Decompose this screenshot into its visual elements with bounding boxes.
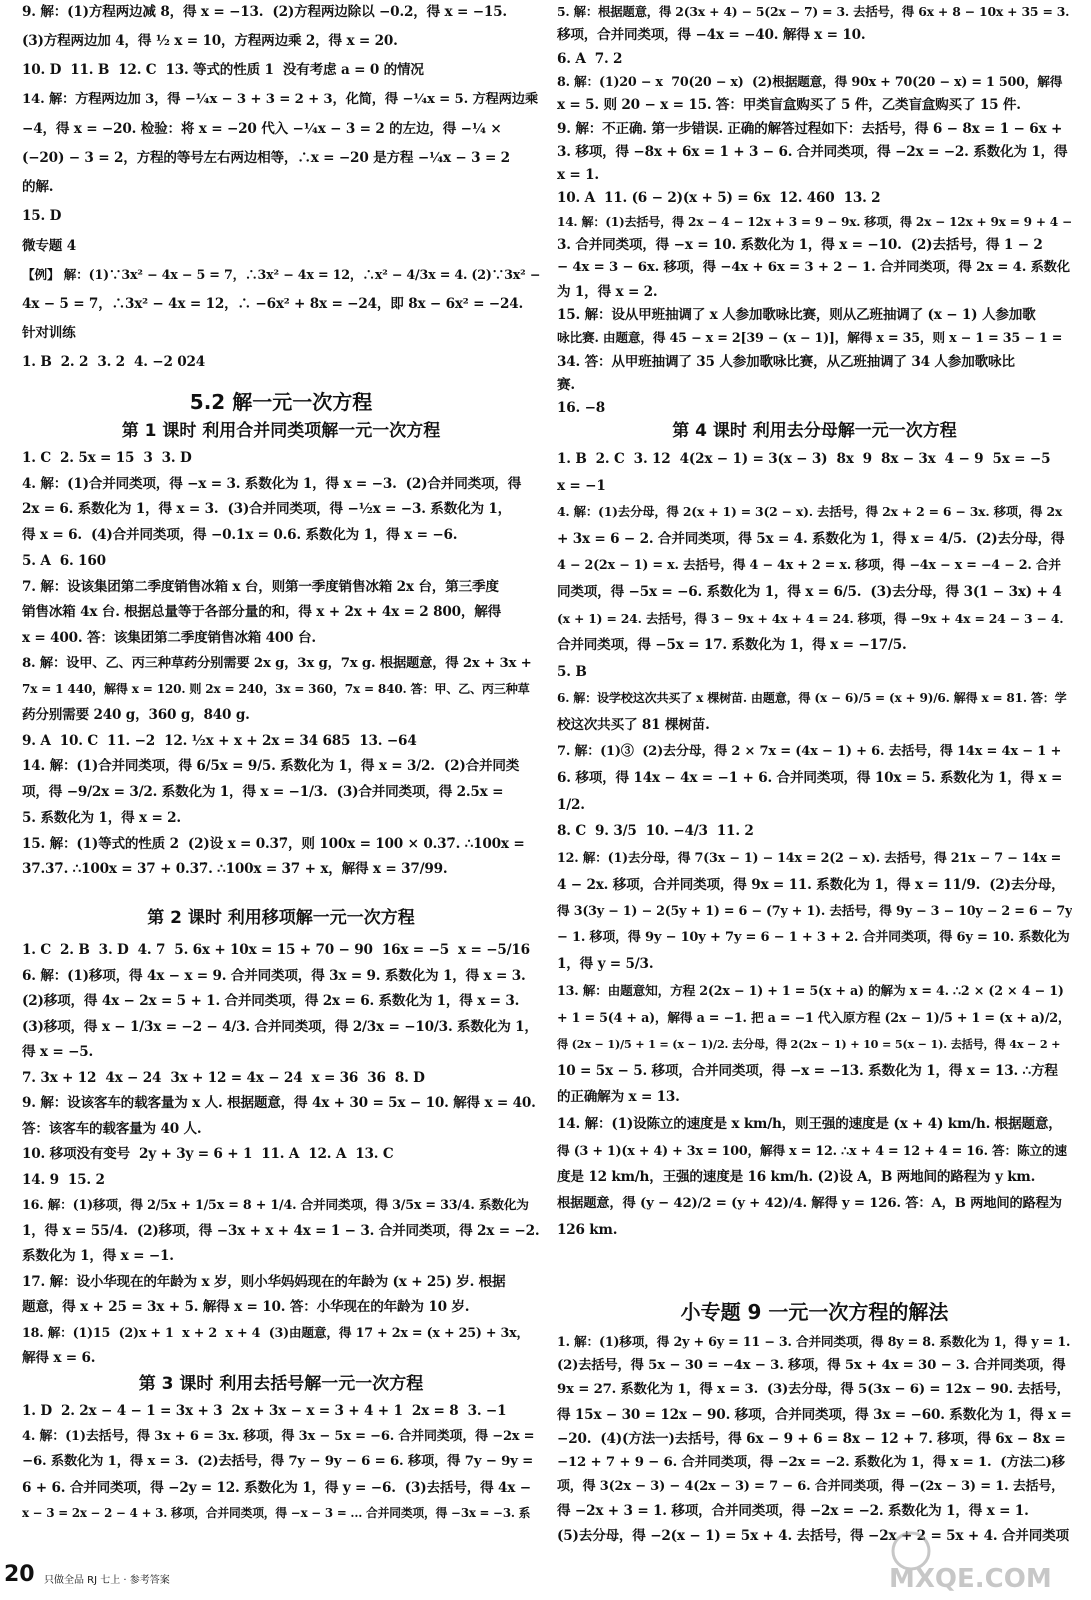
answer-line: 12. 解：(1)去分母，得 7(3x − 1) − 14x = 2(2 − x). 去括号，得 21x − 7 − 14x = — [557, 850, 1062, 865]
answer-line: − 4x = 3 − 6x. 移项，得 −4x + 6x = 3 + 2 − 1. 合并同类项，得 2x = 4. 系数化 — [557, 260, 1070, 276]
answer-line: 微专题 4 — [22, 237, 76, 254]
answer-line: 度是 12 km/h，王强的速度是 16 km/h. (2)设 A，B 两地间的路程为 y km. — [557, 1169, 1036, 1186]
answer-line: 126 km. — [557, 1222, 618, 1239]
answer-line: 5. B — [557, 663, 587, 680]
answer-line: 1，得 y = 5/3. — [557, 956, 654, 973]
answer-line: (3)方程两边加 4，得 ½ x = 10，方程两边乘 2，得 x = 20. — [22, 33, 398, 50]
answer-line: 9x = 27. 系数化为 1，得 x = 3. (3)去分母，得 5(3x − 6) = 12x − 90. 去括号， — [557, 1382, 1070, 1398]
answer-line: 5. 系数化为 1，得 x = 2. — [22, 809, 181, 826]
answer-line: 1. D 2. 2x − 4 − 1 = 3x + 3 2x + 3x − x = 3 + 4 + 1 2x = 8 3. −1 — [22, 1403, 507, 1419]
answer-line: 9. 解：设该客车的载客量为 x 人. 根据题意，得 4x + 30 = 5x − 10. 解得 x = 40. — [22, 1095, 536, 1111]
answer-line: 销售冰箱 4x 台. 根据总量等于各部分量的和，得 x + 2x + 4x = 2 800，解得 — [22, 604, 502, 621]
answer-line: 项，得 3(2x − 3) − 4(2x − 3) = 7 − 6. 合并同类项，得 −(2x − 3) = 1. 去括号， — [557, 1479, 1064, 1495]
section-title: 5.2 解一元一次方程 — [189, 390, 373, 414]
answer-line: 13. 解：由题意知，方程 2(2x − 1) + 1 = 5(x + a) 的解为 x = 4. ∴2 × (2 × 4 − 1) — [557, 983, 1064, 998]
answer-line: 10. D 11. B 12. C 13. 等式的性质 1 没有考虑 a = 0 的情况 — [22, 62, 424, 79]
answer-line: 得 x = 6. (4)合并同类项，得 −0.1x = 0.6. 系数化为 1，得 x = −6. — [22, 527, 458, 544]
answer-line: 3. 移项，得 −8x + 6x = 1 + 3 − 6. 合并同类项，得 −2x = −2. 系数化为 1，得 — [557, 143, 1068, 160]
answer-line: 3. 合并同类项，得 −x = 10. 系数化为 1，得 x = −10. (2)去括号，得 1 − 2 — [557, 237, 1043, 253]
answer-line: 2x = 6. 系数化为 1，得 x = 3. (3)合并同类项，得 −½x = −3. 系数化为 1， — [22, 501, 512, 518]
answer-line: + 1 = 5(4 + a)，解得 a = −1. 把 a = −1 代入原方程 (2x − 1)/5 + 1 = (x + a)/2， — [557, 1009, 1071, 1025]
answer-line: 系数化为 1，得 x = −1. — [22, 1248, 174, 1264]
answer-line: (2)移项，得 4x − 2x = 5 + 1. 合并同类项，得 2x = 6. 系数化为 1，得 x = 3. — [22, 993, 520, 1009]
answer-line: 1. 解：(1)移项，得 2y + 6y = 11 − 3. 合并同类项，得 8y = 8. 系数化为 1，得 y = 1. — [557, 1334, 1071, 1349]
answer-line: 14. 9 15. 2 — [22, 1171, 105, 1188]
answer-line: 1. C 2. 5x = 15 3 3. D — [22, 450, 192, 466]
answer-line: 1/2. — [557, 796, 585, 813]
answer-line: 6 + 6. 合并同类项，得 −2y = 12. 系数化为 1，得 y = −6. (3)去括号，得 4x − — [22, 1479, 531, 1496]
answer-line: x = 1. — [557, 167, 599, 184]
answer-line: 14. 解：(1)设陈立的速度是 x km/h，则王强的速度是 (x + 4) km/h. 根据题意， — [557, 1116, 1062, 1132]
answer-line: −12 + 7 + 9 − 6. 合并同类项，得 −2x = −2. 系数化为 1，得 x = 1. (方法二)移 — [557, 1455, 1065, 1470]
answer-line: 6. 移项，得 14x − 4x = −1 + 6. 合并同类项，得 10x = 5. 系数化为 1，得 x = — [557, 770, 1063, 787]
answer-line: (2)去括号，得 5x − 30 = −4x − 3. 移项，得 5x + 4x = 30 − 3. 合并同类项，得 — [557, 1358, 1066, 1374]
answer-line: 1. B 2. C 3. 12 4(2x − 1) = 3(x − 3) 8x 9 8x − 3x 4 − 9 5x = −5 — [557, 451, 1051, 467]
answer-line: 7. 3x + 12 4x − 24 3x + 12 = 4x − 24 x = 36 36 8. D — [22, 1069, 425, 1086]
answer-line: 同类项，得 −5x = −6. 系数化为 1，得 x = 6/5. (3)去分母，得 3(1 − 3x) + 4 — [557, 584, 1062, 600]
answer-line: (3)移项，得 x − 1/3x = −2 − 4/3. 合并同类项，得 2/3x = −10/3. 系数化为 1， — [22, 1018, 538, 1035]
answer-line: 15. 解：(1)等式的性质 2 (2)设 x = 0.37̇，则 100x = 100 × 0.37̇. ∴100x = — [22, 835, 525, 852]
answer-line: 6. 解：(1)移项，得 4x − x = 9. 合并同类项，得 3x = 9. 系数化为 1，得 x = 3. — [22, 967, 526, 984]
lesson-title: 第 1 课时 利用合并同类项解一元一次方程 — [121, 421, 441, 441]
answer-line: 咏比赛. 由题意，得 45 − x = 2[39 − (x − 1)]，解得 x = 35，则 x − 1 = 35 − 1 = — [557, 330, 1063, 346]
answer-line: −20. (4)(方法一)去括号，得 6x − 9 + 6 = 8x − 12 + 7. 移项，得 6x − 8x = — [557, 1430, 1066, 1447]
answer-line: 10 = 5x − 5. 移项，合并同类项，得 −x = −13. 系数化为 1，得 x = 13. ∴方程 — [557, 1062, 1058, 1079]
answer-line: x = 400. 答：该集团第二季度销售冰箱 400 台. — [22, 629, 316, 646]
answer-line: 题意，得 x + 25 = 3x + 5. 解得 x = 10. 答：小华现在的年龄为 10 岁. — [22, 1299, 470, 1315]
answer-line: 7x = 1 440，解得 x = 120. 则 2x = 240，3x = 360，7x = 840. 答：甲、乙、丙三种草 — [22, 682, 530, 697]
answer-line: 8. C 9. 3/5 10. −4/3 11. 2 — [557, 823, 754, 840]
answer-line: 8. 解：(1)20 − x 70(20 − x) (2)根据题意，得 90x + 70(20 − x) = 1 500，解得 — [557, 73, 1063, 89]
answer-line: 1. B 2. 2 3. 2 4. −2 024 — [22, 354, 206, 371]
topic-title: 小专题 9 一元一次方程的解法 — [680, 1300, 949, 1324]
answer-line: 解得 x = 6. — [22, 1350, 96, 1366]
answer-line: 项，得 −9/2x = 3/2. 系数化为 1，得 x = −1/3. (3)合并同类项，得 2.5x = — [22, 784, 504, 801]
answer-line: 得 (2x − 1)/5 + 1 = (x − 1)/2. 去分母，得 2(2x − 1) + 10 = 5(x − 1). 去括号，得 4x − 2 + — [557, 1037, 1061, 1052]
right-column — [557, 0, 1072, 1600]
answer-line: 6. A 7. 2 — [557, 50, 623, 67]
answer-line: 【例】 解：(1)∵3x² − 4x − 5 = 7，∴3x² − 4x = 12，∴x² − 4/3x = 4. (2)∵3x² − — [22, 266, 540, 282]
answer-line: 10. A 11. (6 − 2)(x + 5) = 6x 12. 460 13. 2 — [557, 190, 881, 207]
answer-line: 14. 解：(1)合并同类项，得 6/5x = 9/5. 系数化为 1，得 x = 3/2. (2)合并同类 — [22, 758, 520, 775]
footer-running-text: 只做全品 RJ 七上 · 参考答案 — [44, 1575, 170, 1586]
answer-line: − 1. 移项，得 9y − 10y + 7y = 6 − 1 + 3 + 2. 合并同类项，得 6y = 10. 系数化为 — [557, 929, 1070, 945]
page-footer — [4, 1562, 704, 1592]
lesson-title: 第 3 课时 利用去括号解一元一次方程 — [138, 1374, 424, 1394]
answer-line: 14. 解：(1)去括号，得 2x − 4 − 12x + 3 = 9 − 9x. 移项，得 2x − 12x + 9x = 9 + 4 − — [557, 214, 1072, 229]
answer-line: 4x − 5 = 7，∴3x² − 4x = 12，∴ −6x² + 8x = −24，即 8x − 6x² = −24. — [22, 296, 524, 312]
answer-line: 15. D — [22, 208, 62, 225]
answer-line: 9. 解：(1)方程两边减 8，得 x = −13. (2)方程两边除以 −0.2，得 x = −15. — [22, 4, 507, 20]
answer-line: 为 1，得 x = 2. — [557, 283, 658, 300]
answer-line: 的解. — [22, 179, 54, 196]
answer-line: 针对训练 — [22, 325, 76, 342]
answer-line: 根据题意，得 (y − 42)/2 = (y + 42)/4. 解得 y = 126. 答：A，B 两地间的路程为 — [557, 1195, 1062, 1211]
answer-line: 7. 解：(1)③ (2)去分母，得 2 × 7x = (4x − 1) + 6. 去括号，得 14x = 4x − 1 + — [557, 743, 1062, 759]
answer-line: 7. 解：设该集团第二季度销售冰箱 x 台，则第一季度销售冰箱 2x 台，第三季度 — [22, 578, 499, 595]
answer-line: 4. 解：(1)合并同类项，得 −x = 3. 系数化为 1，得 x = −3. (2)合并同类项，得 — [22, 475, 522, 492]
answer-line: 校这次共买了 81 棵树苗. — [557, 717, 710, 733]
answer-line: −4，得 x = −20. 检验：将 x = −20 代入 −¼x − 3 = 2 的左边，得 −¼ × — [22, 120, 502, 137]
answer-line: (5)去分母，得 −2(x − 1) = 5x + 4. 去括号，得 −2x + 2 = 5x + 4. 合并同类项 — [557, 1527, 1069, 1544]
answer-line: 5. A 6. 160 — [22, 552, 106, 569]
answer-line: 1. C 2. B 3. D 4. 7 5. 6x + 10x = 15 + 70 − 90 16x = −5 x = −5/16 — [22, 942, 530, 958]
answer-line: 34. 答：从甲班抽调了 35 人参加歌咏比赛，从乙班抽调了 34 人参加歌咏比 — [557, 353, 1015, 370]
answer-line: (−20) − 3 = 2，方程的等号左右两边相等，∴x = −20 是方程 −¼x − 3 = 2 — [22, 150, 510, 166]
left-column — [22, 0, 540, 1600]
answer-line: 5. 解：根据题意，得 2(3x + 4) − 5(2x − 7) = 3. 去括号，得 6x + 8 − 10x + 35 = 3. — [557, 4, 1070, 19]
answer-line: 得 15x − 30 = 12x − 90. 移项，合并同类项，得 3x = −60. 系数化为 1，得 x = — [557, 1406, 1072, 1423]
answer-line: 4 − 2x. 移项，合并同类项，得 9x = 11. 系数化为 1，得 x = 11/9. (2)去分母， — [557, 876, 1065, 893]
answer-line: x = 5. 则 20 − x = 15. 答：甲类盲盒购买了 5 件，乙类盲盒购买了 15 件. — [557, 97, 1021, 114]
answer-line: 37.37̇. ∴100x = 37 + 0.37̇. ∴100x = 37 + x，解得 x = 37/99. — [22, 861, 448, 878]
answer-line: 16. 解：(1)移项，得 2/5x + 1/5x = 8 + 1/4. 合并同类项，得 3/5x = 33/4. 系数化为 — [22, 1197, 529, 1212]
answer-line: 4 − 2(2x − 1) = x. 去括号，得 4 − 4x + 2 = x. 移项，得 −4x − x = −4 − 2. 合并 — [557, 557, 1061, 573]
answer-line: 4. 解：(1)去括号，得 3x + 6 = 3x. 移项，得 3x − 5x = −6. 合并同类项，得 −2x = — [22, 1428, 535, 1444]
answer-line: 17. 解：设小华现在的年龄为 x 岁，则小华妈妈现在的年龄为 (x + 25) 岁. 根据 — [22, 1273, 506, 1290]
answer-line: 得 −2x + 3 = 1. 移项，合并同类项，得 −2x = −2. 系数化为 1，得 x = 1. — [557, 1503, 1029, 1520]
watermark-text: MXQE.COM — [889, 1564, 1052, 1594]
answer-line: 6. 解：设学校这次共买了 x 棵树苗. 由题意，得 (x − 6)/5 = (x + 9)/6. 解得 x = 81. 答：学 — [557, 691, 1067, 706]
answer-line: 药分别需要 240 g，360 g，840 g. — [22, 707, 250, 723]
answer-line: 9. A 10. C 11. −2 12. ½x + x + 2x = 34 685 13. −64 — [22, 732, 417, 749]
answer-line: 的正确解为 x = 13. — [557, 1089, 680, 1106]
answer-line: + 3x = 6 − 2. 合并同类项，得 5x = 4. 系数化为 1，得 x = 4/5. (2)去分母，得 — [557, 530, 1065, 547]
answer-line: 14. 解：方程两边加 3，得 −¼x − 3 + 3 = 2 + 3，化简，得 −¼x = 5. 方程两边乘 — [22, 91, 538, 107]
answer-line: 10. 移项没有变号 2y + 3y = 6 + 1 11. A 12. A 13. C — [22, 1146, 394, 1162]
answer-line: 答：该客车的载客量为 40 人. — [22, 1120, 202, 1137]
page-number: 20 — [4, 1562, 35, 1587]
answer-line: 8. 解：设甲、乙、丙三种草药分别需要 2x g，3x g，7x g. 根据题意，得 2x + 3x + — [22, 655, 532, 671]
lesson-title: 第 4 课时 利用去分母解一元一次方程 — [672, 421, 957, 441]
answer-line: −6. 系数化为 1，得 x = 3. (2)去括号，得 7y − 9y − 6 = 6. 移项，得 7y − 9y = — [22, 1454, 534, 1469]
lesson-title: 第 2 课时 利用移项解一元一次方程 — [147, 908, 415, 928]
answer-line: 移项，合并同类项，得 −4x = −40. 解得 x = 10. — [557, 27, 866, 44]
answer-line: 16. −8 — [557, 400, 606, 417]
answer-line: 得 x = −5. — [22, 1044, 94, 1060]
answer-line: x − 3 = 2x − 2 − 4 + 3. 移项，合并同类项，得 −x − 3 = ... 合并同类项，得 −3x = −3. 系 — [22, 1506, 531, 1520]
answer-line: 得 (3 + 1)(x + 4) + 3x = 100，解得 x = 12. ∴x + 4 = 12 + 4 = 16. 答：陈立的速 — [557, 1142, 1067, 1158]
answer-line: 4. 解：(1)去分母，得 2(x + 1) = 3(2 − x). 去括号，得 2x + 2 = 6 − 3x. 移项，得 2x — [557, 504, 1063, 520]
watermark-logo — [875, 1525, 1075, 1595]
answer-line: 18. 解：(1)15 (2)x + 1 x + 2 x + 4 (3)由题意，得 17 + 2x = (x + 25) + 3x， — [22, 1324, 529, 1340]
answer-line: 得 3(3y − 1) − 2(5y + 1) = 6 − (7y + 1). 去括号，得 9y − 3 − 10y − 2 = 6 − 7y — [557, 903, 1072, 919]
answer-line: (x + 1) = 24. 去括号，得 3 − 9x + 4x + 4 = 24. 移项，得 −9x + 4x = 24 − 3 − 4. — [557, 610, 1064, 626]
answer-line: x = −1 — [557, 477, 606, 494]
answer-line: 1，得 x = 55/4. (2)移项，得 −3x + x + 4x = 1 − 3. 合并同类项，得 2x = −2. — [22, 1222, 540, 1239]
answer-line: 合并同类项，得 −5x = 17. 系数化为 1，得 x = −17/5. — [557, 637, 907, 654]
answer-line: 9. 解：不正确. 第一步错误. 正确的解答过程如下：去括号，得 6 − 8x = 1 − 6x + — [557, 120, 1063, 137]
answer-line: 15. 解：设从甲班抽调了 x 人参加歌咏比赛，则从乙班抽调了 (x − 1) 人参加歌 — [557, 306, 1036, 323]
answer-line: 赛. — [557, 376, 575, 393]
